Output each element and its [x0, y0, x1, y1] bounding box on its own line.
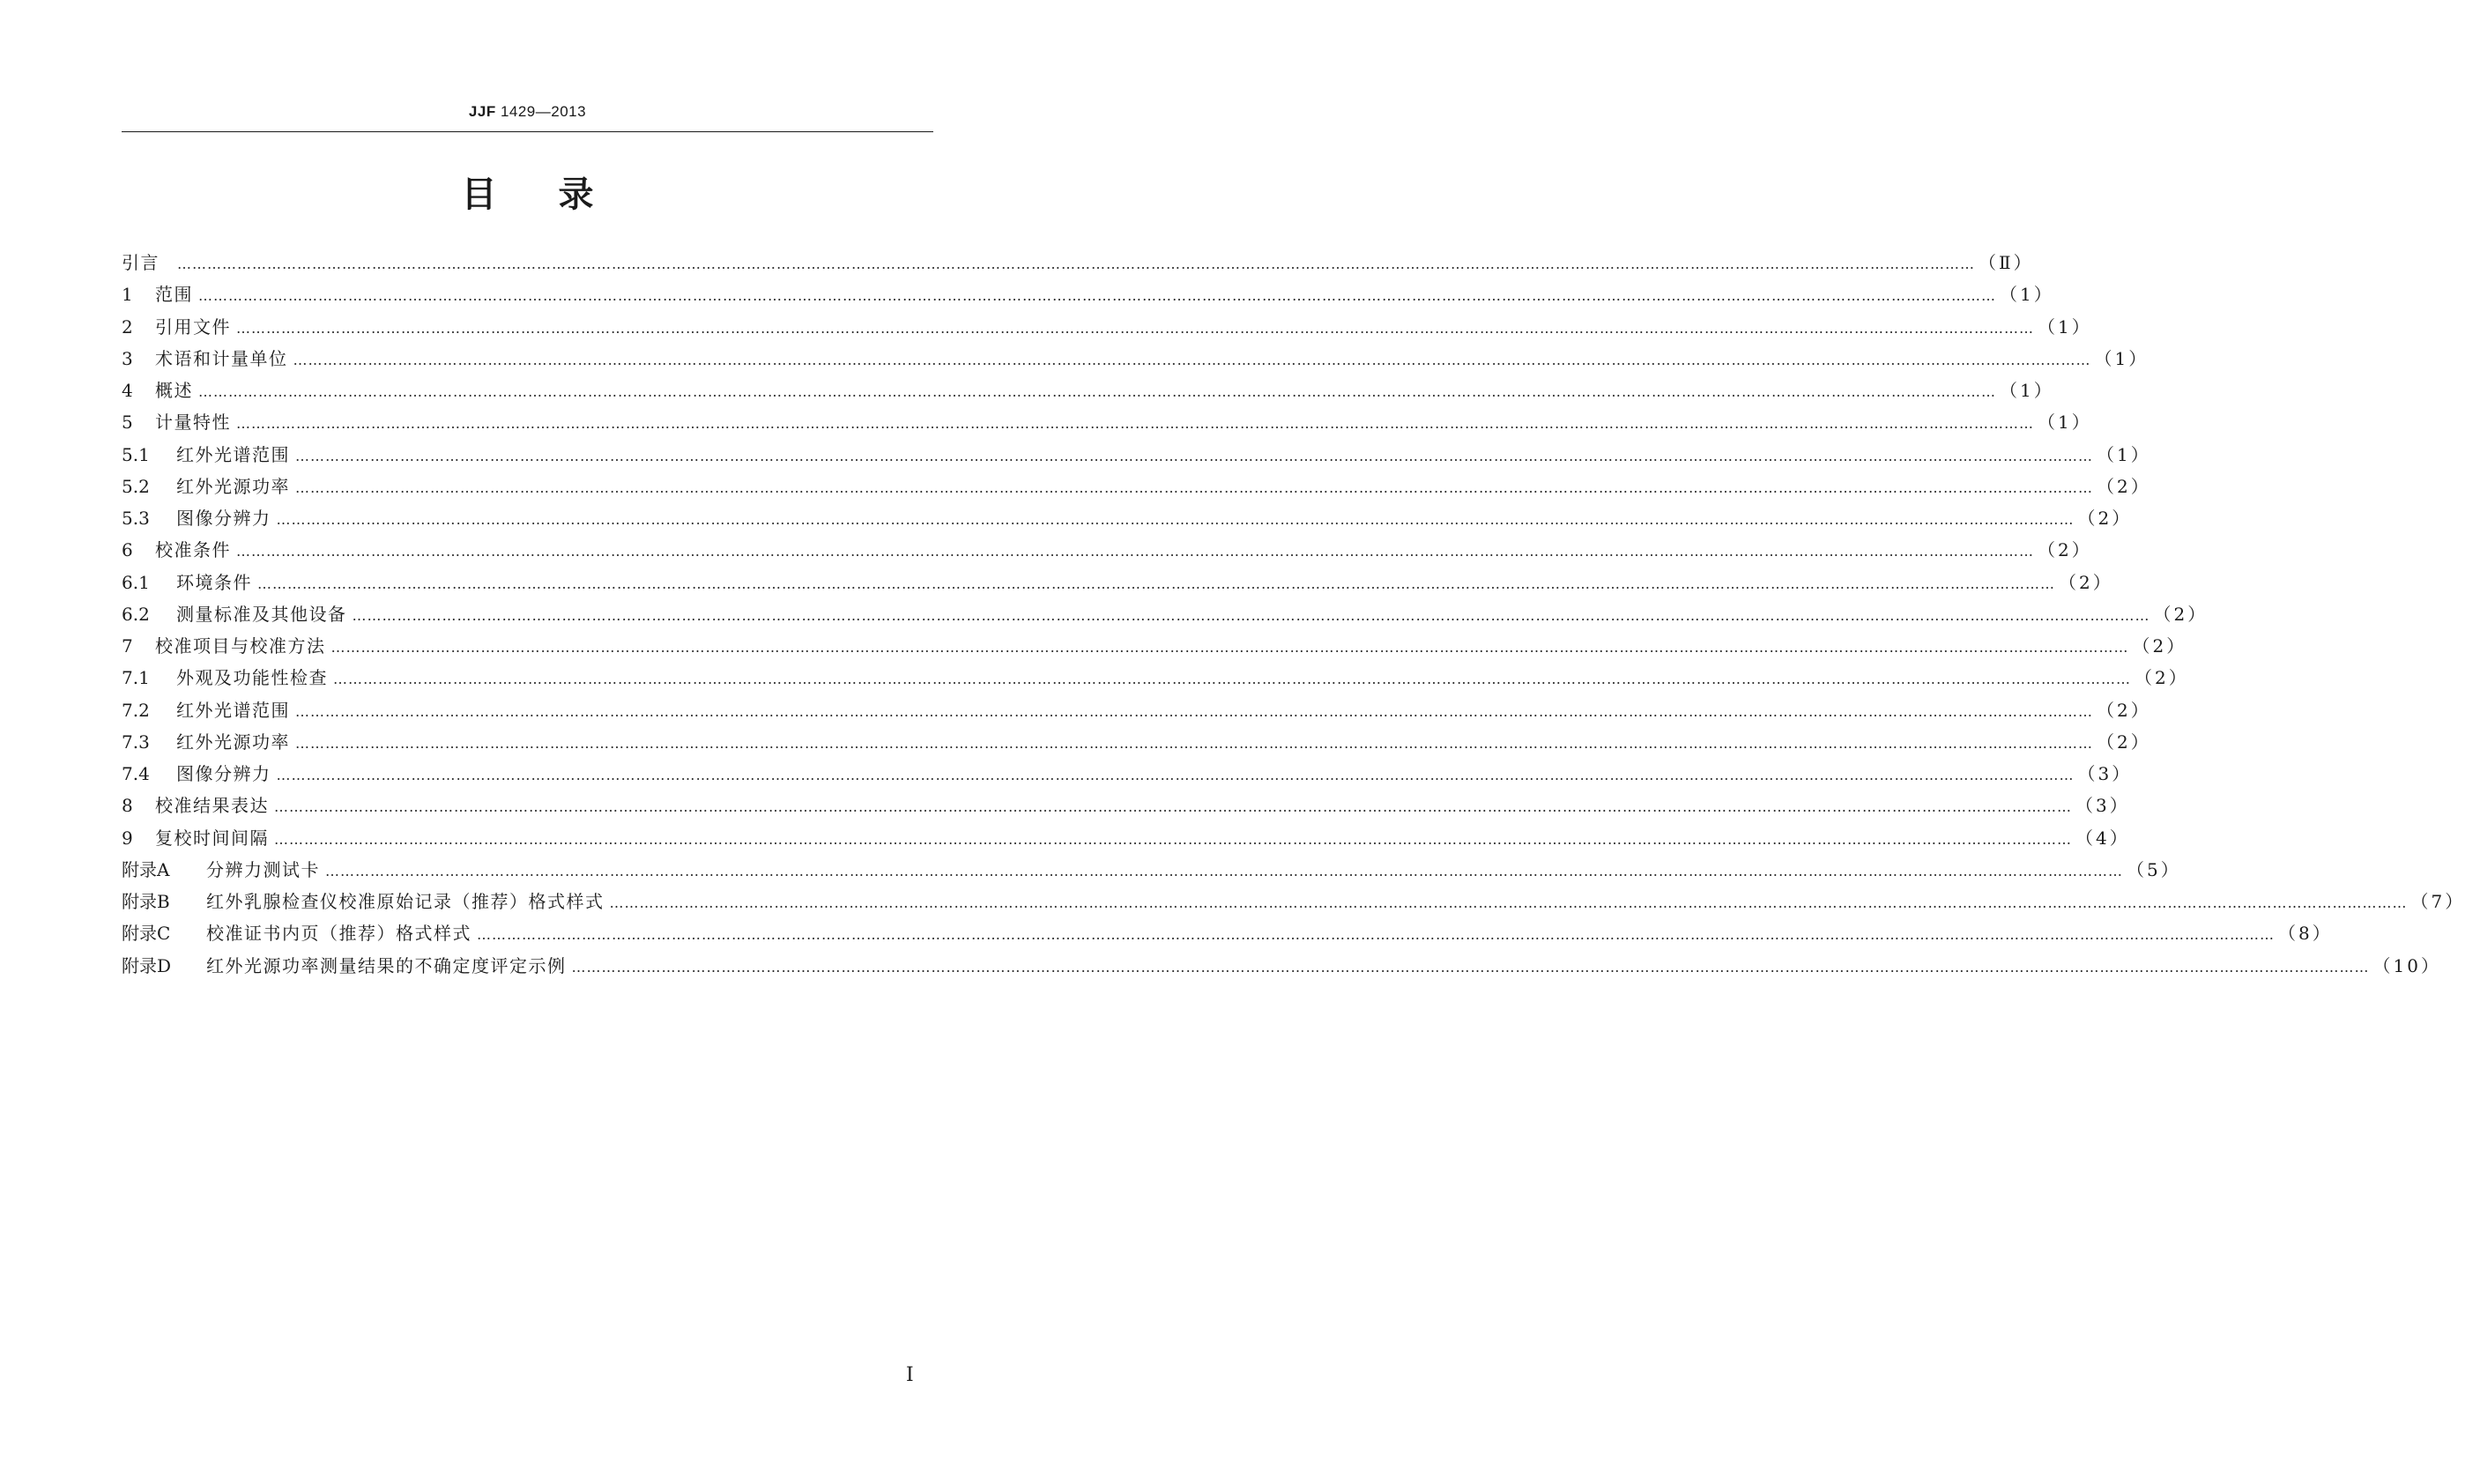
toc-entry-page: （2） [2097, 731, 2151, 753]
dot-leader: ……………………………………………………………………………………………………………………………………………………………………………………………………………………………………………………………………………………………………………………………… [274, 798, 2072, 816]
dot-leader: ……………………………………………………………………………………………………………………………………………………………………………………………………………………………………………………………………………………………………………………………… [295, 702, 2093, 720]
dot-leader: ……………………………………………………………………………………………………………………………………………………………………………………………………………………………………………………………………………………………………………………………… [198, 287, 1996, 305]
toc-entry[interactable] [122, 567, 2113, 598]
toc-entry-label: 红外光源功率测量结果的不确定度评定示例 [206, 954, 567, 976]
toc-entry-label: 测量标准及其他设备 [176, 603, 347, 625]
standard-number: 1429—2013 [500, 103, 587, 120]
dot-leader: ……………………………………………………………………………………………………………………………………………………………………………………………………………………………………………………………………………………………………………………………… [198, 383, 1996, 400]
toc-entry-number: 5.3 [122, 508, 150, 529]
toc-entry-number: 5.1 [122, 443, 150, 465]
toc-entry[interactable] [122, 375, 2054, 406]
toc-entry-label: 红外光源功率 [176, 475, 290, 497]
toc-entry-page: （10） [2372, 954, 2441, 976]
page-title: 目录 [461, 174, 656, 215]
toc-entry[interactable] [122, 278, 2054, 310]
dot-leader: ……………………………………………………………………………………………………………………………………………………………………………………………………………………………………………………………………………………………………………………………… [352, 606, 2150, 624]
dot-leader: ……………………………………………………………………………………………………………………………………………………………………………………………………………………………………………………………………………………………………………………………… [325, 862, 2123, 879]
dot-leader: ……………………………………………………………………………………………………………………………………………………………………………………………………………………………………………………………………………………………………………………………… [257, 575, 2055, 592]
toc-entry-label: 图像分辨力 [176, 763, 271, 784]
toc-entry-page: （1） [2038, 315, 2092, 338]
toc-entry[interactable] [122, 694, 2151, 726]
toc-entry-number: 5.2 [122, 475, 150, 497]
dot-leader: ……………………………………………………………………………………………………………………………………………………………………………………………………………………………………………………………………………………………………………………………… [333, 671, 2131, 688]
toc-entry-page: （1） [2000, 284, 2054, 306]
toc-entry[interactable] [122, 502, 2133, 534]
dot-leader: ……………………………………………………………………………………………………………………………………………………………………………………………………………………………………………………………………………………………………………………………… [295, 479, 2093, 496]
toc-entry[interactable] [122, 247, 2034, 278]
toc-entry-number: 7.4 [122, 763, 150, 784]
toc-entry-label: 红外光谱范围 [176, 443, 290, 465]
toc-entry-label: 外观及功能性检查 [176, 667, 328, 689]
toc-entry-number: 7 [122, 635, 133, 657]
toc-entry[interactable] [122, 662, 2189, 694]
toc-entry-page: （2） [2077, 508, 2133, 529]
toc-entry-label: 环境条件 [176, 571, 252, 593]
toc-entry-label: 校准证书内页（推荐）格式样式 [206, 923, 471, 945]
toc-entry[interactable] [122, 822, 2130, 854]
running-header [122, 103, 933, 121]
toc-entry-page: （4） [2075, 827, 2130, 849]
toc-entry-label: 术语和计量单位 [155, 347, 288, 369]
toc-entry-page: （2） [2097, 475, 2151, 497]
dot-leader: ……………………………………………………………………………………………………………………………………………………………………………………………………………………………………………………………………………………………………………………………… [293, 351, 2091, 368]
toc-entry-number: 6.2 [122, 603, 150, 625]
toc-entry-number: 1 [122, 284, 133, 306]
toc-entry[interactable] [122, 311, 2092, 343]
toc-entry-number: 7.1 [122, 667, 150, 689]
toc-entry[interactable] [122, 790, 2130, 821]
toc-entry-page: （3） [2075, 795, 2130, 817]
toc-entry-number: 8 [122, 795, 133, 817]
toc-entry-number: 2 [122, 315, 133, 338]
dot-leader: ……………………………………………………………………………………………………………………………………………………………………………………………………………………………………………………………………………………………………………………………… [295, 447, 2093, 464]
toc-entry-page: （Ⅱ） [1979, 252, 2034, 273]
toc-entry[interactable] [122, 598, 2209, 630]
dot-leader: ……………………………………………………………………………………………………………………………………………………………………………………………………………………………………………………………………………………………………………………………… [276, 767, 2075, 783]
toc-entry[interactable] [122, 886, 2465, 917]
toc-entry-label: 范围 [155, 284, 193, 306]
toc-entry-page: （2） [2135, 667, 2189, 689]
toc-entry[interactable] [122, 854, 2181, 886]
toc-entry-label: 引用文件 [155, 315, 231, 338]
toc-entry-number: 附录D [122, 954, 172, 976]
toc-entry-page: （2） [2097, 699, 2151, 721]
toc-entry-label: 校准结果表达 [155, 795, 269, 817]
toc-entry-number: 7.3 [122, 731, 150, 753]
dot-leader: ……………………………………………………………………………………………………………………………………………………………………………………………………………………………………………………………………………………………………………………………… [276, 511, 2075, 528]
toc-entry-label: 红外乳腺检查仪校准原始记录（推荐）格式样式 [206, 891, 605, 912]
toc-entry[interactable] [122, 917, 2333, 949]
toc-entry[interactable] [122, 439, 2151, 471]
toc-entry-page: （8） [2278, 923, 2333, 945]
toc-entry-page: （1） [2038, 412, 2092, 434]
toc-entry[interactable] [122, 534, 2092, 566]
toc-entry-page: （3） [2077, 763, 2133, 784]
toc-entry-label: 红外光谱范围 [176, 699, 290, 721]
toc-entry-label: 校准项目与校准方法 [155, 635, 326, 657]
dot-leader: ……………………………………………………………………………………………………………………………………………………………………………………………………………………………………………………………………………………………………………………………… [236, 543, 2034, 560]
dot-leader: ……………………………………………………………………………………………………………………………………………………………………………………………………………………………………………………………………………………………………………………………… [477, 926, 2275, 944]
dot-leader: ……………………………………………………………………………………………………………………………………………………………………………………………………………………………………………………………………………………………………………………………… [274, 830, 2072, 848]
toc-entry-page: （2） [2059, 571, 2113, 593]
toc-entry-number: 6.1 [122, 571, 150, 593]
toc-entry-page: （1） [2000, 380, 2054, 401]
toc-entry[interactable] [122, 758, 2133, 790]
toc-entry-label: 计量特性 [155, 412, 231, 434]
toc-entry-page: （2） [2132, 635, 2187, 657]
toc-entry-page: （2） [2153, 603, 2209, 625]
toc-entry-number: 附录C [122, 923, 171, 945]
toc-entry-number: 5 [122, 412, 133, 434]
toc-entry-page: （7） [2410, 891, 2465, 912]
dot-leader: ……………………………………………………………………………………………………………………………………………………………………………………………………………………………………………………………………………………………………………………………… [571, 958, 2370, 976]
dot-leader: ……………………………………………………………………………………………………………………………………………………………………………………………………………………………………………………………………………………………………………………………… [295, 734, 2093, 752]
toc-entry-number: 附录A [122, 858, 170, 880]
toc-entry[interactable] [122, 950, 2441, 982]
toc-entry-number: 6 [122, 539, 133, 561]
toc-entry[interactable] [122, 726, 2151, 758]
toc-entry-page: （2） [2038, 539, 2092, 561]
toc-entry[interactable] [122, 630, 2187, 662]
page-number: Ⅰ [906, 1364, 914, 1386]
toc-entry-number: 9 [122, 827, 133, 849]
toc-entry-page: （1） [2094, 347, 2149, 369]
dot-leader: ……………………………………………………………………………………………………………………………………………………………………………………………………………………………………………………………………………………………………………………………… [236, 319, 2034, 337]
table-of-contents [122, 247, 2465, 982]
toc-entry-number: 7.2 [122, 699, 150, 721]
toc-entry[interactable] [122, 406, 2092, 438]
dot-leader: ……………………………………………………………………………………………………………………………………………………………………………………………………………………………………………………………………………………………………………………………… [236, 415, 2034, 433]
toc-entry-label: 概述 [155, 380, 193, 401]
standard-code: JJF [468, 103, 496, 120]
toc-entry-number: 4 [122, 380, 133, 401]
toc-entry-label: 校准条件 [155, 539, 231, 561]
toc-entry-label: 图像分辨力 [176, 508, 271, 529]
toc-entry-number: 附录B [122, 891, 170, 912]
toc-entry-page: （1） [2097, 443, 2151, 465]
toc-entry-number: 3 [122, 347, 133, 369]
dot-leader: ……………………………………………………………………………………………………………………………………………………………………………………………………………………………………………………………………………………………………………………………… [330, 639, 2129, 656]
toc-entry[interactable] [122, 343, 2149, 375]
toc-entry-label: 分辨力测试卡 [206, 858, 320, 880]
toc-entry-label: 复校时间间隔 [155, 827, 269, 849]
toc-entry[interactable] [122, 471, 2151, 502]
dot-leader: ……………………………………………………………………………………………………………………………………………………………………………………………………………………………………………………………………………………………………………………………… [177, 256, 1975, 272]
dot-leader: ……………………………………………………………………………………………………………………………………………………………………………………………………………………………………………………………………………………………………………………………… [609, 894, 2408, 911]
toc-entry-page: （5） [2127, 858, 2181, 880]
toc-entry-label: 引言 [122, 252, 160, 273]
toc-entry-label: 红外光源功率 [176, 731, 290, 753]
header-rule [122, 131, 933, 132]
